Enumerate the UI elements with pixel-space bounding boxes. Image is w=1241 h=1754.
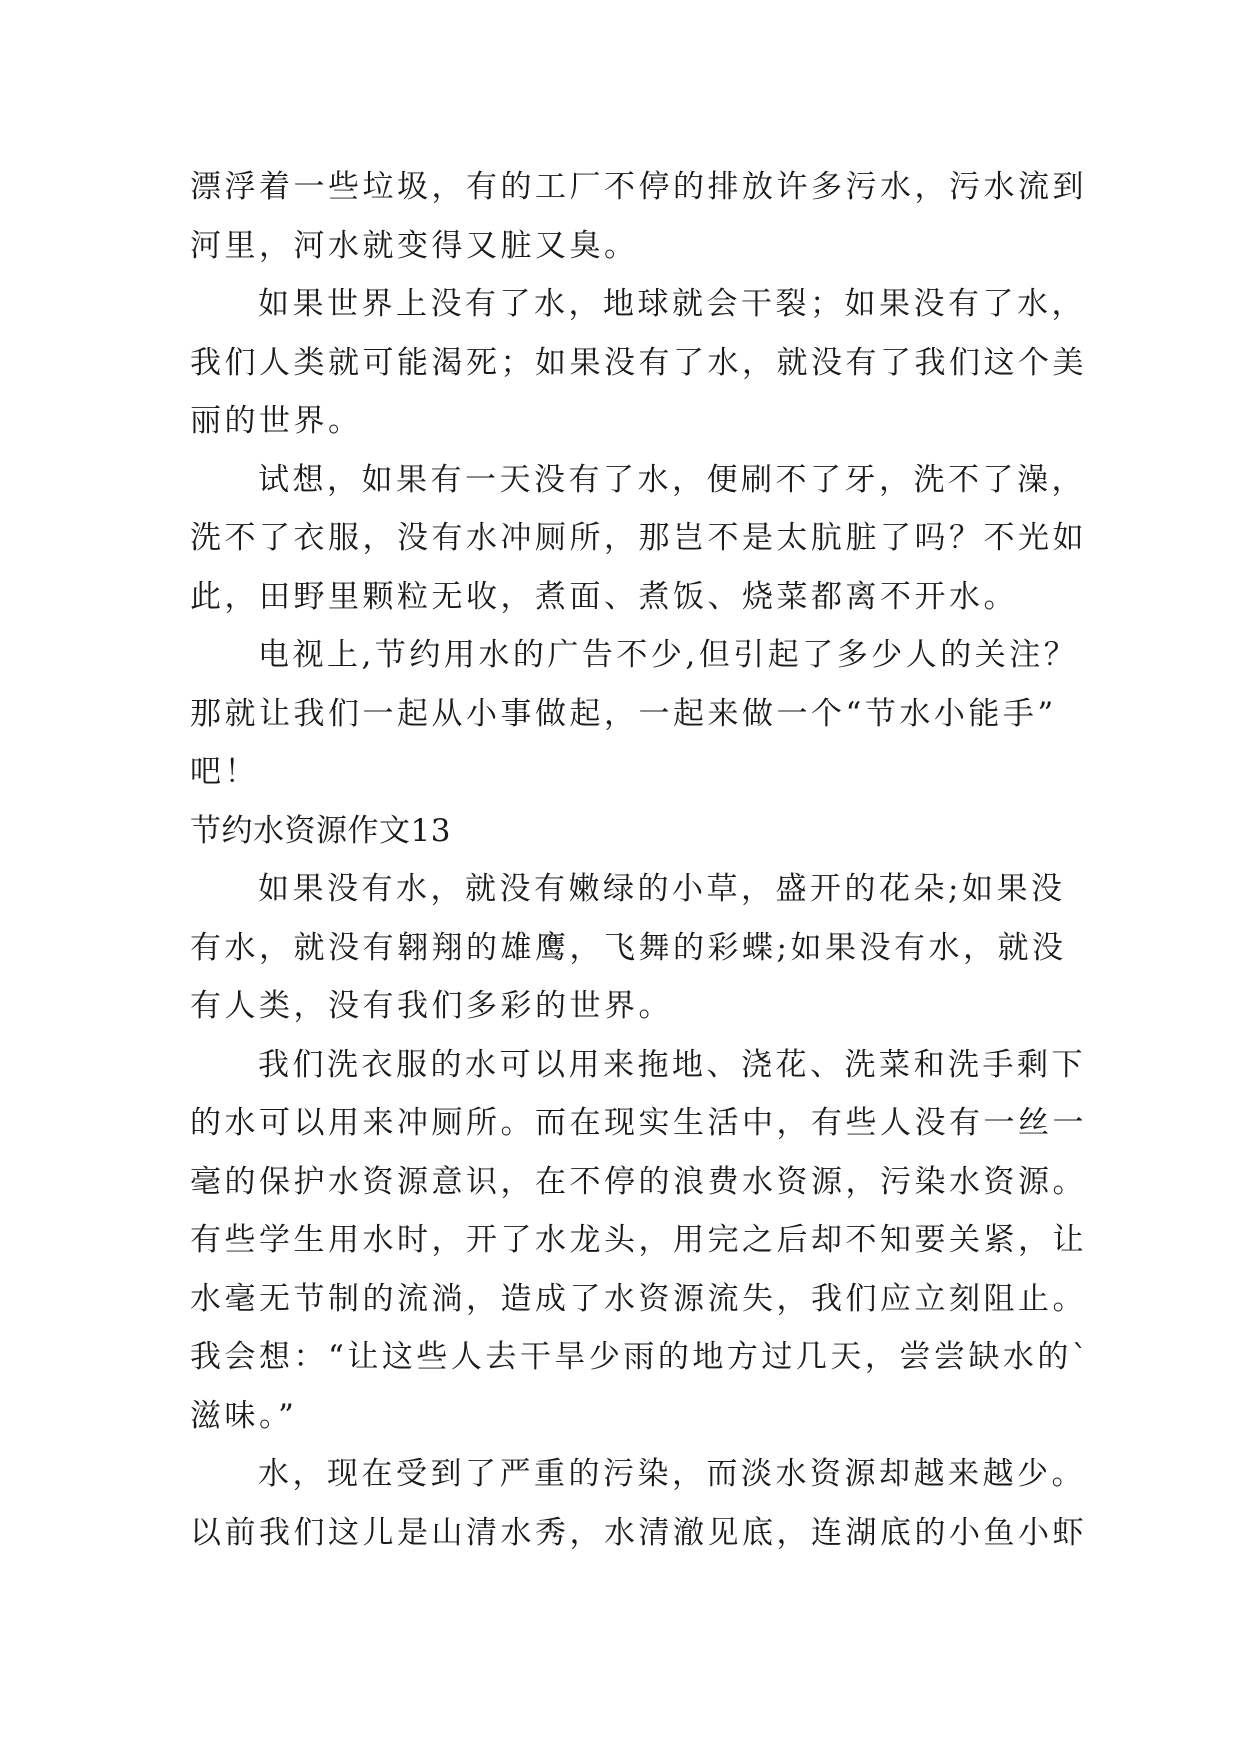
text-line: 滋味。” (190, 1397, 298, 1434)
text-line: 的水可以用来冲厕所。而在现实生活中，有些人没有一丝一 (190, 1105, 1087, 1141)
text-line: 水毫无节制的流淌，造成了水资源流失，我们应立刻阻止。 (190, 1280, 1087, 1317)
text-line: 有些学生用水时，开了水龙头，用完之后却不知要关紧，让 (190, 1222, 1087, 1258)
text-line: 河里，河水就变得又脏又臭。 (190, 227, 639, 264)
text-line: 以前我们这儿是山清水秀，水清澈见底，连湖底的小鱼小虾 (190, 1514, 1087, 1551)
text-line: 毫的保护水资源意识，在不停的浪费水资源，污染水资源。 (190, 1163, 1087, 1200)
text-line: 吧！ (190, 754, 259, 790)
section-heading: 节约水资源作文13 (190, 812, 451, 849)
document-body (190, 158, 1091, 1562)
text-line: 那就让我们一起从小事做起，一起来做一个“节水小能手” (190, 695, 1057, 732)
text-line: 丽的世界。 (190, 403, 363, 439)
text-line: 水，现在受到了严重的污染，而淡水资源却越来越少。 (258, 1456, 1086, 1492)
text-line: 电视上,节约用水的广告不少,但引起了多少人的关注？ (258, 637, 1079, 673)
text-line: 有水，就没有翱翔的雄鹰，飞舞的彩蝶;如果没有水，就没 (190, 929, 1067, 966)
text-line: 漂浮着一些垃圾，有的工厂不停的排放许多污水，污水流到 (190, 169, 1087, 205)
text-line: 试想，如果有一天没有了水，便刷不了牙，洗不了澡， (258, 461, 1086, 498)
text-line: 洗不了衣服，没有水冲厕所，那岂不是太肮脏了吗？不光如 (190, 520, 1087, 556)
text-line: 此，田野里颗粒无收，煮面、煮饭、烧菜都离不开水。 (190, 578, 1018, 615)
text-line: 我们洗衣服的水可以用来拖地、浇花、洗菜和洗手剩下 (258, 1046, 1086, 1083)
text-line: 如果世界上没有了水，地球就会干裂；如果没有了水， (258, 286, 1086, 322)
text-line: 如果没有水，就没有嫩绿的小草，盛开的花朵;如果没 (258, 871, 1066, 907)
text-line: 我会想：“让这些人去干旱少雨的地方过几天，尝尝缺水的` (190, 1339, 1091, 1375)
text-line: 有人类，没有我们多彩的世界。 (190, 988, 673, 1024)
text-line: 我们人类就可能渴死；如果没有了水，就没有了我们这个美 (190, 344, 1087, 381)
